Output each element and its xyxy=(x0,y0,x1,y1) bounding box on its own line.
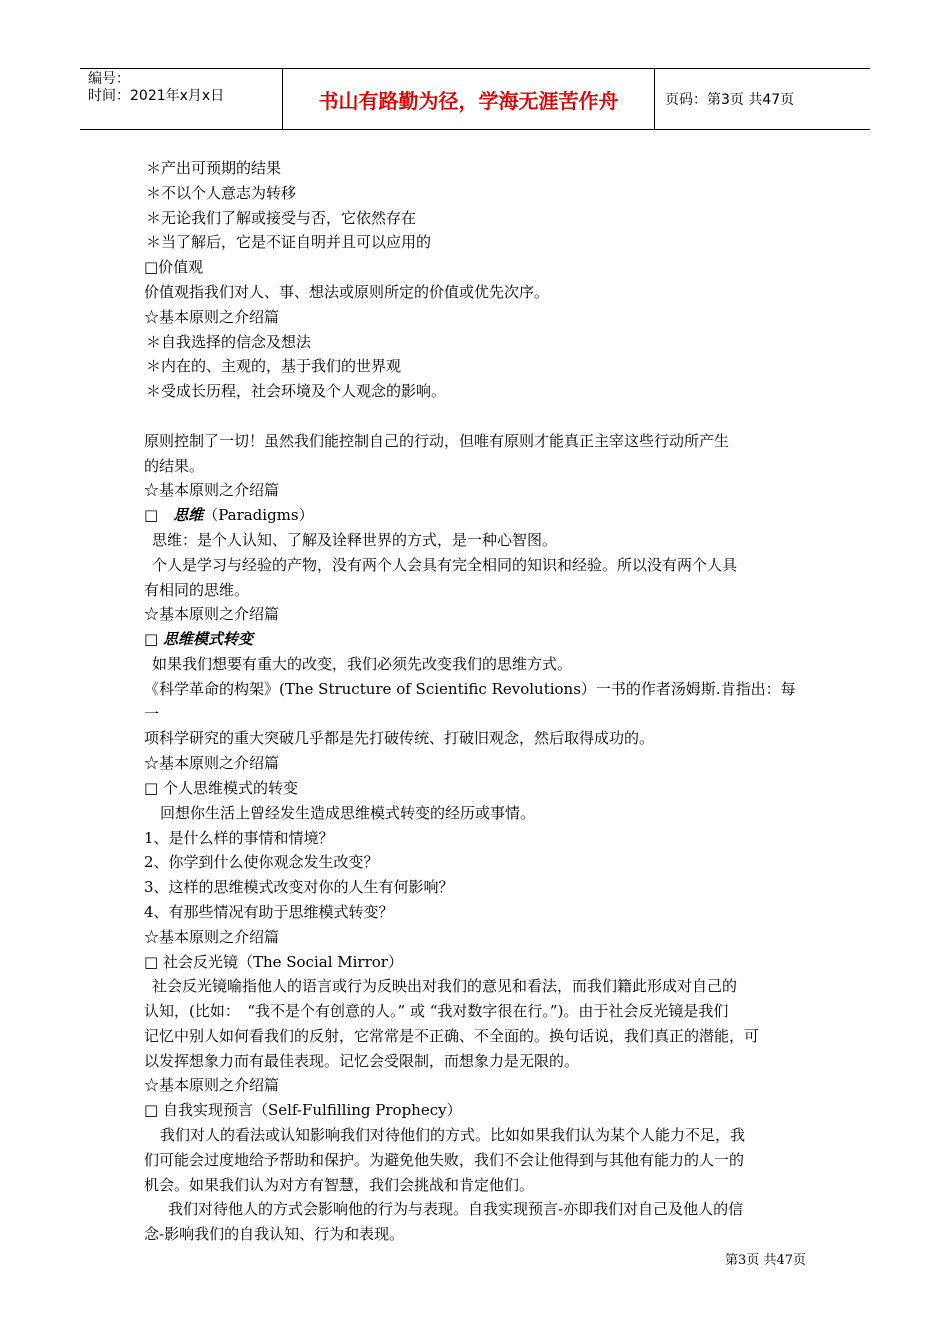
body-line: ☆基本原则之介绍篇 xyxy=(144,927,280,946)
body-line: 3、这样的思维模式改变对你的人生有何影响？ xyxy=(144,878,454,897)
body-line: 有相同的思维。 xyxy=(144,580,250,599)
body-line: 我们对人的看法或认知影响我们对待他们的方式。比如如果我们认为某个人能力不足，我 xyxy=(160,1126,746,1145)
body-line: 如果我们想要有重大的改变，我们必须先改变我们的思维方式。 xyxy=(152,654,573,673)
body-line: ＊自我选择的信念及想法 xyxy=(146,332,312,351)
body-line: ＊当了解后，它是不证自明并且可以应用的 xyxy=(146,233,432,252)
body-line: ＊内在的、主观的，基于我们的世界观 xyxy=(146,357,402,376)
header-motto: 书山有路勤为径，学海无涯苦作舟 xyxy=(282,69,655,129)
body-line: ＊受成长历程，社会环境及个人观念的影响。 xyxy=(146,382,447,401)
section-heading-term: 思维 xyxy=(173,506,204,525)
body-line: 原则控制了一切！虽然我们能控制自己的行动，但唯有原则才能真正主宰这些行动所产生 xyxy=(144,431,730,450)
body-line: ＊产出可预期的结果 xyxy=(146,159,282,177)
blank-line xyxy=(144,404,808,429)
body-line: 思维：是个人认知、了解及诠释世界的方式，是一种心智图。 xyxy=(152,530,558,549)
body-line: ☆基本原则之介绍篇 xyxy=(144,1076,280,1095)
body-line: 2、你学到什么使你观念发生改变？ xyxy=(144,853,379,872)
body-line: 4、有那些情况有助于思维模式转变？ xyxy=(144,902,394,921)
section-heading: □ 思维模式转变 xyxy=(144,630,253,649)
header-page-number: 页码：第3页 共47页 xyxy=(665,92,795,108)
body-line: 项科学研究的重大突破几乎都是先打破传统、打破旧观念，然后取得成功的。 xyxy=(144,729,655,748)
body-line: 1、是什么样的事情和情境？ xyxy=(144,828,334,847)
body-line: 认知，(比如： “我不是个有创意的人。” 或 “我对数字很在行。”)。由于社会反光镜是我们 xyxy=(144,1002,729,1021)
body-line: □价值观 xyxy=(144,258,204,277)
body-line: 回想你生活上曾经发生造成思维模式转变的经历或事情。 xyxy=(160,803,536,822)
body-line: ☆基本原则之介绍篇 xyxy=(144,754,280,773)
section-heading-term: 思维模式转变 xyxy=(162,630,253,649)
body-line: ☆基本原则之介绍篇 xyxy=(144,481,280,500)
body-line: ☆基本原则之介绍篇 xyxy=(144,307,280,326)
serial-label: 编号： xyxy=(88,71,130,87)
body-line: ＊无论我们了解或接受与否，它依然存在 xyxy=(146,208,417,227)
body-line: 们可能会过度地给予帮助和保护。为避免他失败，我们不会让他得到与其他有能力的人一的 xyxy=(144,1150,745,1169)
body-line: 我们对待他人的方式会影响他的行为与表现。自我实现预言-亦即我们对自己及他人的信 xyxy=(168,1200,744,1219)
body-line: 以发挥想象力而有最佳表现。记忆会受限制，而想象力是无限的。 xyxy=(144,1051,580,1070)
body-line: 社会反光镜喻指他人的语言或行为反映出对我们的意见和看法，而我们籍此形成对自己的 xyxy=(152,977,738,996)
body-line: 《科学革命的构架》(The Structure of Scientific Revolutions）一书的作者汤姆斯.肯指出：每一 xyxy=(144,679,796,723)
body-line: 个人是学习与经验的产物，没有两个人会具有完全相同的知识和经验。所以没有两个人具 xyxy=(152,555,738,574)
body-line: 的结果。 xyxy=(144,456,205,475)
document-body xyxy=(144,156,808,1247)
header-meta xyxy=(80,69,282,129)
body-line: □ 个人思维模式的转变 xyxy=(144,778,298,797)
body-line: □ 社会反光镜（The Social Mirror） xyxy=(144,952,403,971)
time-label: 时间：2021年x月x日 xyxy=(88,88,225,104)
body-line: ☆基本原则之介绍篇 xyxy=(144,605,280,624)
page-header xyxy=(80,68,870,130)
page-footer: 第3页 共47页 xyxy=(725,1253,806,1268)
body-line: 记忆中别人如何看我们的反射，它常常是不正确、不全面的。换句话说，我们真正的潜能，可 xyxy=(144,1026,760,1045)
section-heading: □ 思维（Paradigms） xyxy=(144,506,314,525)
body-line: ＊不以个人意志为转移 xyxy=(146,183,297,202)
body-line: 价值观指我们对人、事、想法或原则所定的价值或优先次序。 xyxy=(144,282,550,301)
body-line: 机会。如果我们认为对方有智慧，我们会挑战和肯定他们。 xyxy=(144,1175,535,1194)
body-line: 念-影响我们的自我认知、行为和表现。 xyxy=(144,1225,405,1244)
body-line: □ 自我实现预言（Self-Fulfilling Prophecy） xyxy=(144,1101,462,1120)
